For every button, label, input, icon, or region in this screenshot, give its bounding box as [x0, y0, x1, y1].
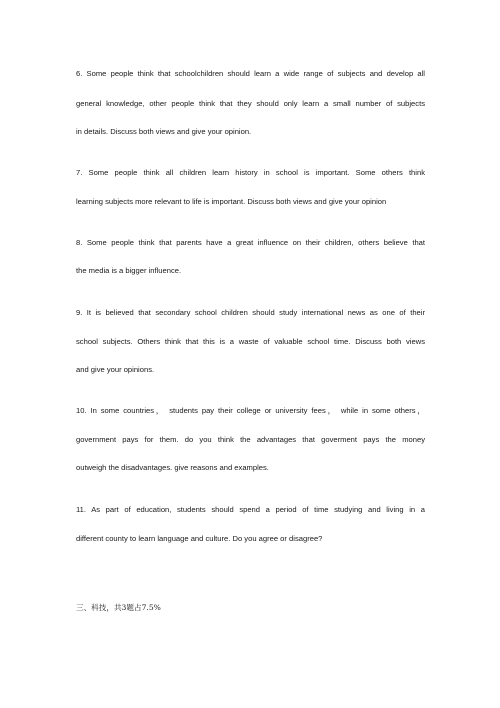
question-9-line-2: school subjects. Others think that this is a waste of valuable school time. Discuss both views [76, 337, 425, 346]
question-9-line-3: and give your opinions. [76, 365, 155, 374]
question-8-line-1: 8. Some people think that parents have a great influence on their children, others believe that [76, 238, 425, 247]
question-11-line-2: different county to learn language and culture. Do you agree or disagree? [76, 534, 323, 543]
question-6-line-3: in details. Discuss both views and give your opinion. [76, 127, 252, 136]
question-8-line-2: the media is a bigger influence. [76, 266, 182, 275]
question-6-line-2: general knowledge, other people think that they should only learn a small number of subjects [76, 99, 425, 108]
question-9-line-1: 9. It is believed that secondary school children should study international news as one of their [76, 308, 425, 317]
question-10-line-2: government pays for them. do you think the advantages that goverment pays the money [76, 435, 425, 444]
question-11-line-1: 11. As part of education, students should spend a period of time studying and living in a [76, 505, 425, 514]
question-6-line-1: 6. Some people think that schoolchildren should learn a wide range of subjects and develop all [76, 69, 425, 78]
question-10-line-1: 10. In some countries， students pay their college or university fees， while in some others， [76, 406, 425, 415]
question-7-line-1: 7. Some people think all children learn history in school is important. Some others think [76, 168, 425, 177]
question-7-line-2: learning subjects more relevant to life is important. Discuss both views and give your opinion [76, 197, 387, 206]
section-heading: 三、科技，共3题占7.5% [76, 603, 161, 612]
question-10-line-3: outweigh the disadvantages. give reasons and examples. [76, 463, 269, 472]
